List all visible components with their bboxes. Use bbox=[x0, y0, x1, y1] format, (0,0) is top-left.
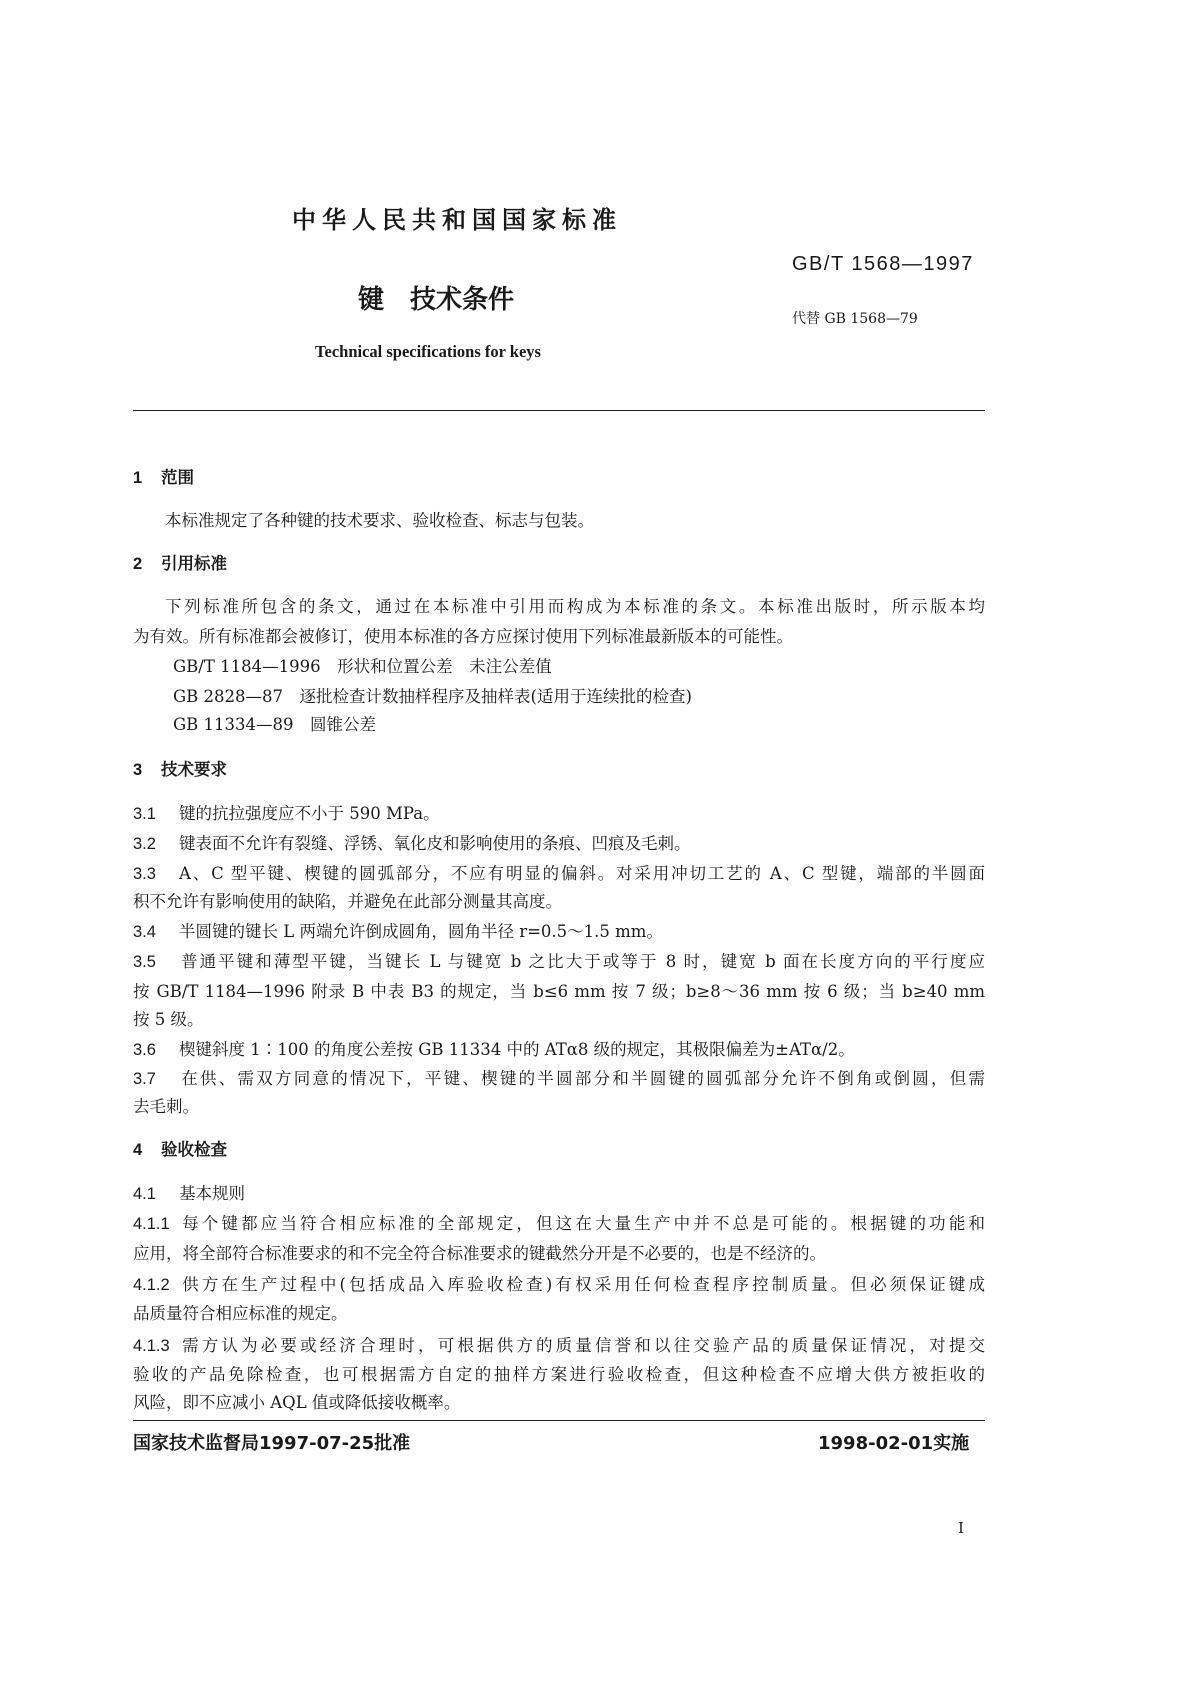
clause-line bbox=[133, 1214, 985, 1234]
clause-line bbox=[133, 804, 440, 824]
clause-number: 4.1.2 bbox=[133, 1276, 170, 1294]
section-number: 1 bbox=[133, 469, 143, 487]
section-title: 验收检查 bbox=[161, 1140, 227, 1159]
clause-text: 去毛刺。 bbox=[133, 1097, 199, 1116]
clause-number: 3.5 bbox=[133, 953, 156, 971]
standard-number: GB/T 1568—1997 bbox=[792, 253, 974, 275]
header-divider bbox=[133, 410, 985, 411]
section-heading bbox=[133, 468, 194, 488]
clause-line bbox=[133, 1304, 348, 1324]
page-number: I bbox=[958, 1519, 964, 1537]
section-number: 4 bbox=[133, 1141, 143, 1159]
paragraph-line: 下列标准所包含的条文，通过在本标准中引用而构成为本标准的条文。本标准出版时，所示版本均 bbox=[165, 597, 985, 616]
section-title: 范围 bbox=[161, 468, 194, 487]
clause-line bbox=[133, 952, 985, 972]
reference-item: GB 11334—89 圆锥公差 bbox=[173, 715, 377, 734]
clause-line bbox=[133, 982, 985, 1002]
section-heading bbox=[133, 554, 227, 574]
clause-text: 楔键斜度 1∶100 的角度公差按 GB 11334 中的 ATα8 级的规定，其极限偏差为±ATα/2。 bbox=[179, 1040, 855, 1059]
clause-text: 供方在生产过程中(包括成品入库验收检查)有权采用任何检查程序控制质量。但必须保证键成 bbox=[179, 1275, 985, 1294]
title-en: Technical specifications for keys bbox=[315, 342, 541, 361]
clause-text: 键的抗拉强度应不小于 590 MPa。 bbox=[179, 804, 440, 823]
clause-line bbox=[133, 1184, 245, 1204]
section-title: 技术要求 bbox=[161, 760, 227, 779]
clause-number: 3.7 bbox=[133, 1070, 156, 1088]
clause-text: 应用，将全部符合标准要求的和不完全符合标准要求的键截然分开是不必要的，也是不经济的。 bbox=[133, 1244, 826, 1263]
clause-line bbox=[133, 1010, 204, 1030]
clause-number: 3.4 bbox=[133, 923, 156, 941]
clause-number: 3.2 bbox=[133, 835, 156, 853]
clause-line bbox=[133, 892, 562, 912]
clause-line bbox=[133, 1275, 985, 1295]
section-heading bbox=[133, 760, 227, 780]
clause-text: 按 5 级。 bbox=[133, 1010, 204, 1029]
clause-line bbox=[133, 864, 985, 884]
clause-line bbox=[133, 1393, 460, 1413]
clause-number: 3.6 bbox=[133, 1041, 156, 1059]
scope-text: 本标准规定了各种键的技术要求、验收检查、标志与包装。 bbox=[165, 511, 594, 530]
section-title: 引用标准 bbox=[161, 554, 227, 573]
clause-line bbox=[133, 1040, 855, 1060]
clause-number: 4.1.1 bbox=[133, 1215, 170, 1233]
clause-line bbox=[133, 1097, 199, 1117]
clause-text: 半圆键的键长 L 两端允许倒成圆角，圆角半径 r=0.5～1.5 mm。 bbox=[179, 922, 663, 941]
clause-line bbox=[133, 1336, 985, 1356]
clause-text: A、C 型平键、楔键的圆弧部分，不应有明显的偏斜。对采用冲切工艺的 A、C 型键，端部的半圆面 bbox=[179, 864, 985, 883]
org-title: 中华人民共和国国家标准 bbox=[292, 206, 622, 234]
section-number: 2 bbox=[133, 555, 143, 573]
clause-text: 需方认为必要或经济合理时，可根据供方的质量信誉和以往交验产品的质量保证情况，对提交 bbox=[179, 1336, 985, 1355]
clause-text: 风险，即不应减小 AQL 值或降低接收概率。 bbox=[133, 1393, 461, 1412]
clause-text: 品质量符合相应标准的规定。 bbox=[133, 1304, 348, 1323]
clause-line bbox=[133, 922, 663, 942]
footer-divider bbox=[133, 1420, 985, 1421]
clause-text: 基本规则 bbox=[179, 1184, 245, 1203]
reference-item: GB 2828—87 逐批检查计数抽样程序及抽样表(适用于连续批的检查) bbox=[173, 687, 692, 706]
clause-text: 积不允许有影响使用的缺陷，并避免在此部分测量其高度。 bbox=[133, 892, 562, 911]
clause-text: 验收的产品免除检查，也可根据需方自定的抽样方案进行验收检查，但这种检查不应增大供方被拒收的 bbox=[133, 1365, 985, 1384]
clause-line bbox=[133, 1365, 985, 1385]
clause-number: 4.1 bbox=[133, 1185, 156, 1203]
approval-note: 国家技术监督局1997-07-25批准 bbox=[133, 1433, 411, 1454]
section-heading bbox=[133, 1140, 227, 1160]
clause-text: 普通平键和薄型平键，当键长 L 与键宽 b 之比大于或等于 8 时，键宽 b 面在长度方向的平行度应 bbox=[179, 952, 985, 971]
clause-text: 按 GB/T 1184—1996 附录 B 中表 B3 的规定，当 b≤6 mm 按 7 级；b≥8～36 mm 按 6 级；当 b≥40 mm bbox=[133, 982, 985, 1001]
paragraph-line: 为有效。所有标准都会被修订，使用本标准的各方应探讨使用下列标准最新版本的可能性。 bbox=[133, 627, 793, 646]
clause-line bbox=[133, 834, 691, 854]
clause-number: 3.1 bbox=[133, 805, 156, 823]
replaces-note: 代替 GB 1568—79 bbox=[792, 311, 918, 327]
reference-item: GB/T 1184—1996 形状和位置公差 未注公差值 bbox=[173, 657, 552, 676]
title-cn: 键 技术条件 bbox=[358, 285, 515, 315]
clause-text: 键表面不允许有裂缝、浮锈、氧化皮和影响使用的条痕、凹痕及毛刺。 bbox=[179, 834, 691, 853]
clause-text: 每个键都应当符合相应标准的全部规定，但这在大量生产中并不总是可能的。根据键的功能和 bbox=[179, 1214, 985, 1233]
clause-number: 4.1.3 bbox=[133, 1337, 170, 1355]
effective-date: 1998-02-01实施 bbox=[818, 1433, 970, 1454]
clause-number: 3.3 bbox=[133, 865, 156, 883]
section-number: 3 bbox=[133, 761, 143, 779]
clause-line bbox=[133, 1244, 826, 1264]
clause-text: 在供、需双方同意的情况下，平键、楔键的半圆部分和半圆键的圆弧部分允许不倒角或倒圆，但需 bbox=[179, 1069, 985, 1088]
clause-line bbox=[133, 1069, 985, 1089]
